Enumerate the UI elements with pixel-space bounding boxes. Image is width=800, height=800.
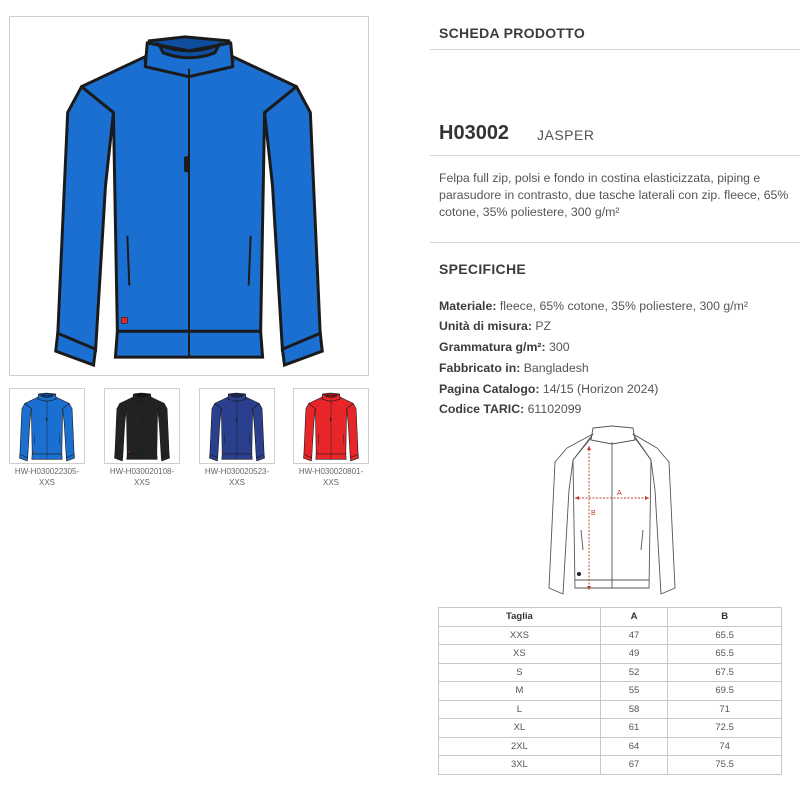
- thumbnail-code-red: HW-H030020801-XXS: [298, 467, 364, 487]
- measurement-diagram: [545, 420, 680, 598]
- jacket-black-thumb: [105, 389, 179, 463]
- thumbnail-code-royal: HW-H030022305-XXS: [14, 467, 80, 487]
- spec-unita: Unità di misura: PZ: [439, 319, 552, 333]
- table-row: 2XL 64 74: [439, 737, 782, 756]
- table-row: 3XL 67 75.5: [439, 756, 782, 775]
- main-product-image[interactable]: [9, 16, 369, 376]
- product-description: Felpa full zip, polsi e fondo in costina elasticizzata, piping e parasudore in contrasto, due tasche laterali con zip. fleece, 65% cotone, 35% poliestere, 300 g/m²: [439, 171, 789, 219]
- table-row: XS 49 65.5: [439, 645, 782, 664]
- spec-materiale: Materiale: fleece, 65% cotone, 35% poliestere, 300 g/m²: [439, 299, 748, 313]
- jacket-royal-image: [10, 17, 368, 375]
- header-b: B: [668, 608, 782, 627]
- label-b: B: [591, 510, 596, 517]
- thumbnail-black[interactable]: [104, 388, 180, 464]
- header-taglia: Taglia: [439, 608, 601, 627]
- product-name: JASPER: [537, 127, 595, 143]
- spec-fabbricato: Fabbricato in: Bangladesh: [439, 361, 589, 375]
- table-row: S 52 67.5: [439, 663, 782, 682]
- product-code: H03002: [439, 122, 510, 144]
- spec-taric: Codice TARIC: 61102099: [439, 402, 582, 416]
- thumbnail-royal[interactable]: [9, 388, 85, 464]
- table-row: XXS 47 65.5: [439, 626, 782, 645]
- divider: [430, 49, 800, 50]
- table-row: L 58 71: [439, 700, 782, 719]
- divider: [430, 242, 800, 243]
- scheda-prodotto-title: SCHEDA PRODOTTO: [439, 25, 586, 41]
- logo-dot-icon: [577, 572, 581, 576]
- specifiche-title: SPECIFICHE: [439, 261, 527, 277]
- thumbnail-navy[interactable]: [199, 388, 275, 464]
- divider: [430, 155, 800, 156]
- jacket-red-thumb: [294, 389, 368, 463]
- table-row: XL 61 72.5: [439, 719, 782, 738]
- table-header-row: [439, 608, 782, 627]
- spec-pagina: Pagina Catalogo: 14/15 (Horizon 2024): [439, 382, 659, 396]
- header-a: A: [600, 608, 668, 627]
- thumbnail-red[interactable]: [293, 388, 369, 464]
- spec-grammatura: Grammatura g/m²: 300: [439, 340, 570, 354]
- jacket-navy-thumb: [200, 389, 274, 463]
- jacket-royal-thumb: [10, 389, 84, 463]
- label-a: A: [617, 490, 622, 497]
- size-table: [438, 607, 782, 775]
- thumbnail-code-navy: HW-H030020523-XXS: [204, 467, 270, 487]
- thumbnail-code-black: HW-H030020108-XXS: [109, 467, 175, 487]
- table-row: M 55 69.5: [439, 682, 782, 701]
